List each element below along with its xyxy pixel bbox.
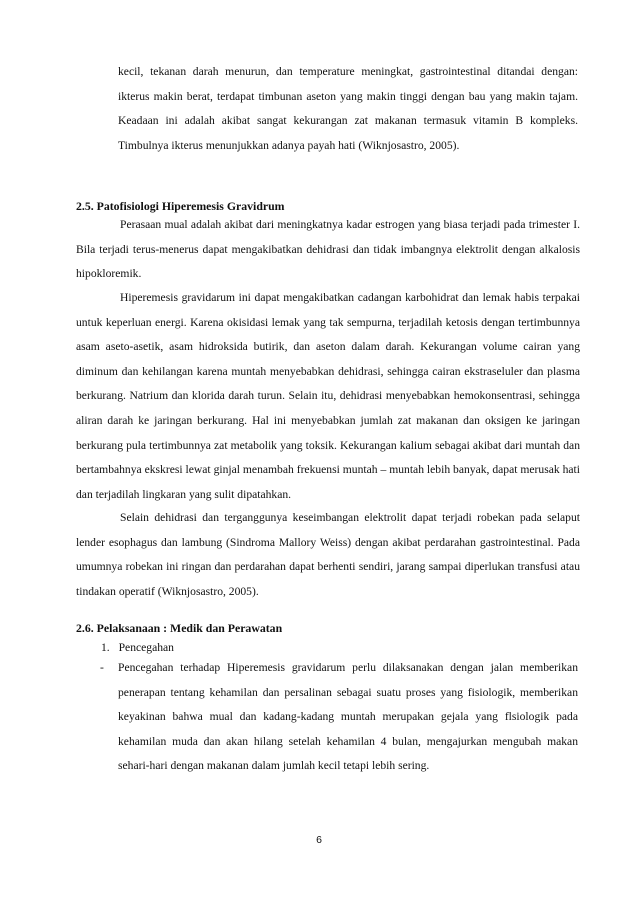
page-number: 6 xyxy=(316,834,322,846)
paragraph-2-5-2: Hiperemesis gravidarum ini dapat mengakibatkan cadangan karbohidrat dan lemak habis terpakai untuk keperluan energi. Karena okisidasi lemak yang tak sempurna, terjadilah ketosis dengan tertimbunnya asam aseto-asetik, asam hidroksida butirik, dan aseton dalam darah. Kekurangan volume cairan yang diminum dan kehilangan karena muntah menyebabkan dehidrasi, sehingga cairan ekstraseluler dan plasma berkurang. Natrium dan klorida darah turun. Selain itu, dehidrasi menyebabkan hemokonsentrasi, sehingga aliran darah ke jaringan berkurang. Hal ini menyebabkan jumlah zat makanan dan oksigen ke jaringan berkurang pula tertimbunnya zat metabolik yang toksik. Kekurangan kalium sebagai akibat dari muntah dan bertambahnya ekskresi lewat ginjal menambah frekuensi muntah – muntah lebih banyak, dapat merusak hati dan terjadilah lingkaran yang sulit dipatahkan. xyxy=(76,291,580,501)
bullet-paragraph: Pencegahan terhadap Hiperemesis gravidarum perlu dilaksanakan dengan jalan memberikan penerapan tentang kehamilan dan persalinan sebagai suatu proses yang fisiologik, memberikan keyakinan bahwa mual dan kadang-kadang muntah merupakan gejala yang flsiologik pada kehamilan muda dan akan hilang setelah kehamilan 4 bulan, mengajurkan mengubah makan sehari-hari dengan makanan dalam jumlah kecil tetapi lebih sering. xyxy=(118,661,578,773)
list-item-pencegahan xyxy=(101,638,174,658)
paragraph-2-5-1: Perasaan mual adalah akibat dari meningkatnya kadar estrogen yang biasa terjadi pada trimester I. Bila terjadi terus-menerus dapat mengakibatkan dehidrasi dan tidak imbangnya elektrolit dengan alkalosis hipokloremik. xyxy=(76,218,580,281)
list-number: 1. xyxy=(101,641,110,654)
continuation-paragraph: kecil, tekanan darah menurun, dan temperature meningkat, gastrointestinal ditandai dengan: ikterus makin berat, terdapat timbunan aseton yang makin tinggi dengan bau yang makin tajam. Keadaan ini adalah akibat sangat kekurangan zat makanan termasuk vitamin B kompleks. Timbulnya ikterus menunjukkan adanya payah hati (Wiknjosastro, 2005). xyxy=(118,65,578,152)
section-heading-2-5: 2.5. Patofisiologi Hiperemesis Gravidrum xyxy=(76,199,285,213)
list-label: Pencegahan xyxy=(118,641,174,654)
bullet-dash: - xyxy=(100,661,104,674)
section-heading-2-6: 2.6. Pelaksanaan : Medik dan Perawatan xyxy=(76,621,283,635)
paragraph-2-5-3: Selain dehidrasi dan terganggunya keseimbangan elektrolit dapat terjadi robekan pada selaput lender esophagus dan lambung (Sindroma Mallory Weiss) dengan akibat perdarahan gastrointestinal. Pada umumnya robekan ini ringan dan perdarahan dapat berhenti sendiri, jarang sampai diperlukan transfusi atau tindakan operatif (Wiknjosastro, 2005). xyxy=(76,511,580,598)
